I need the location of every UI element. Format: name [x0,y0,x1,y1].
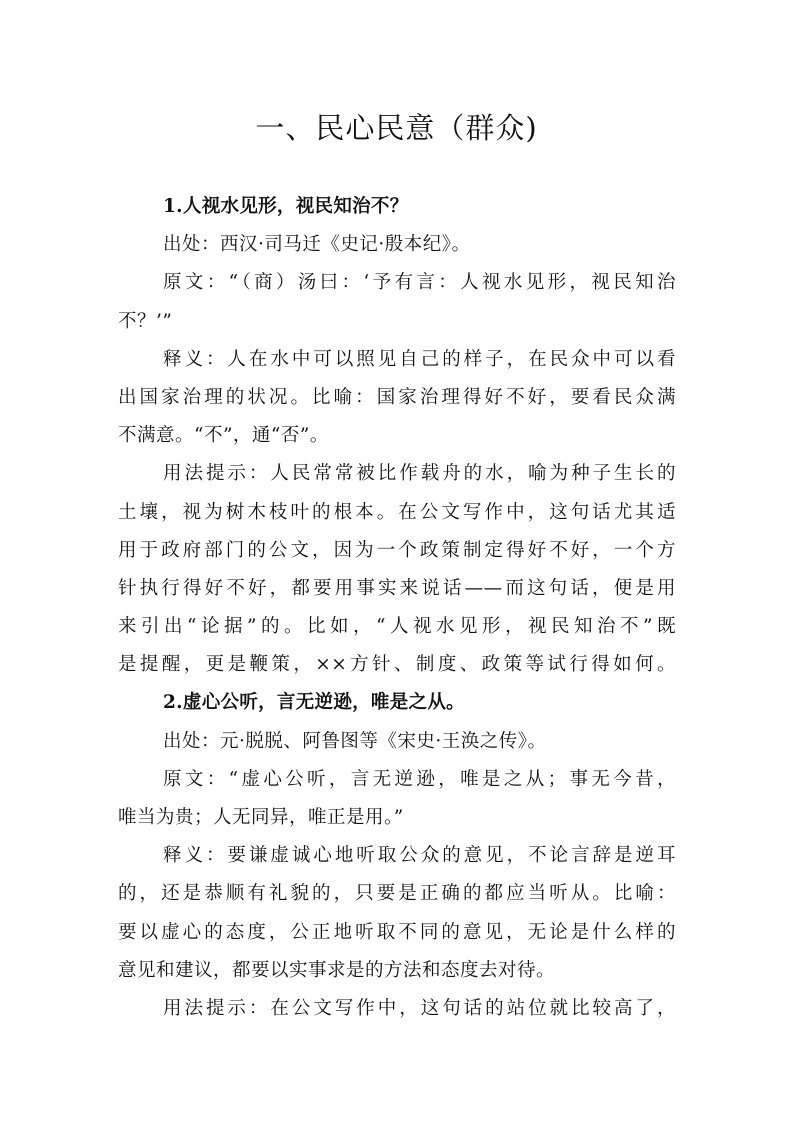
explanation-2-cont: 要以虚心的态度，公正地听取不同的意见，无论是什么样的 [118,921,676,943]
usage-tip-2: 用法提示：在公文写作中，这句话的站位就比较高了， [163,997,676,1019]
explanation-1-end: 不满意。“不”，通“否”。 [118,425,329,447]
source-line-1: 出处：西汉·司马迁《史记·殷本纪》。 [163,234,471,256]
explanation-2-cont: 的，还是恭顺有礼貌的，只要是正确的都应当听从。比喻： [118,883,676,905]
explanation-1-cont: 出国家治理的状况。比喻：国家治理得好不好，要看民众满 [118,386,676,408]
page-title: 一、民心民意（群众) [255,111,538,145]
explanation-2-end: 意见和建议，都要以实事求是的方法和态度去对待。 [118,959,556,981]
usage-tip-1-cont: 来引出“论据”的。比如，“人视水见形，视民知治不”既 [118,616,676,638]
usage-tip-1-cont: 用于政府部门的公文，因为一个政策制定得好不好，一个方 [118,539,676,561]
quote-heading-1: 1.人视水见形，视民知治不？ [163,196,409,217]
explanation-2: 释义：要谦虚诚心地听取公众的意见，不论言辞是逆耳 [163,845,676,867]
original-text-2-cont: 唯当为贵；人无同异，唯正是用。” [118,807,404,828]
document-body [118,188,676,1028]
usage-tip-1-end: 是提醒，更是鞭策，××方针、制度、政策等试行得如何。 [118,654,676,676]
original-text-1-cont: 不？’” [118,310,173,332]
usage-tip-1-cont: 土壤，视为树木枝叶的根本。在公文写作中，这句话尤其适 [118,501,676,523]
usage-tip-1: 用法提示：人民常常被比作载舟的水，喻为种子生长的 [163,463,676,485]
source-line-2: 出处：元·脱脱、阿鲁图等《宋史·王涣之传》。 [163,730,547,752]
original-text-2: 原文：“虚心公听，言无逆逊，唯是之从；事无今昔， [163,768,676,790]
explanation-1: 释义：人在水中可以照见自己的样子，在民众中可以看 [163,348,676,370]
original-text-1: 原文：“（商）汤曰：‘予有言：人视水见形，视民知治 [163,272,676,294]
quote-heading-2: 2.虚心公听，言无逆逊，唯是之从。 [163,692,465,714]
usage-tip-1-cont: 针执行得好不好，都要用事实来说话——而这句话，便是用 [118,577,676,599]
